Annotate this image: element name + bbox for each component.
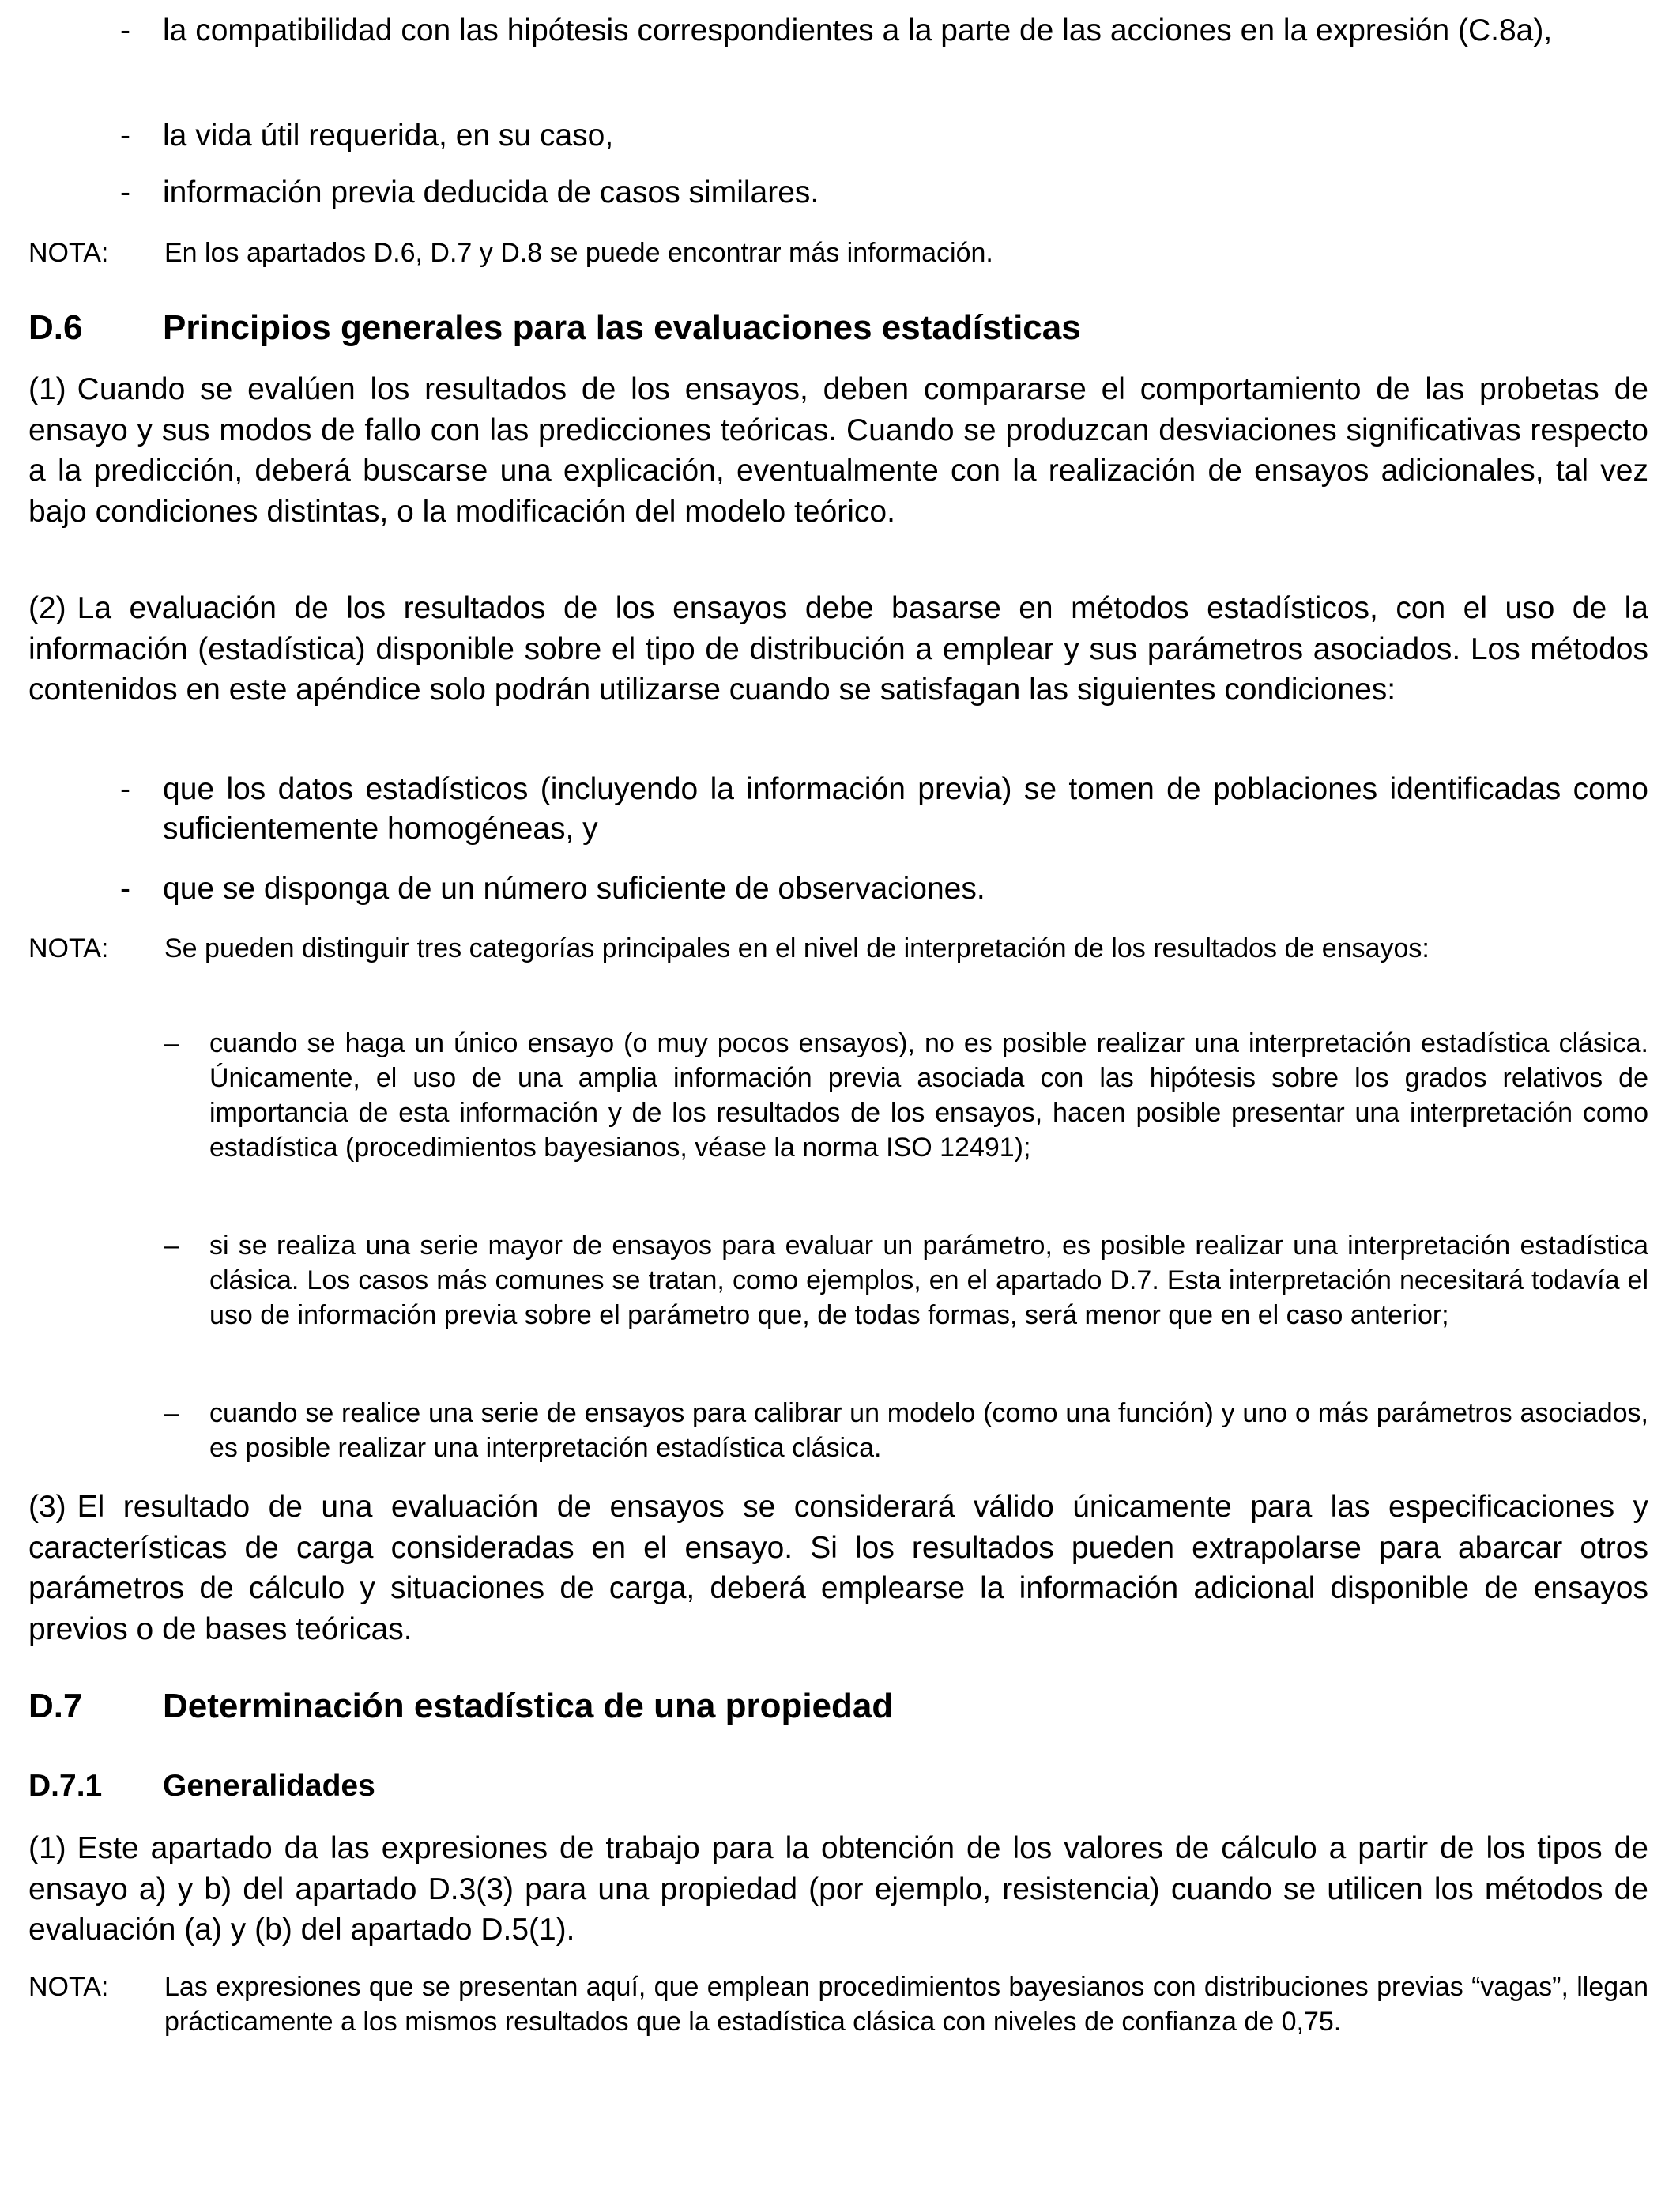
paragraph-text: Cuando se evalúen los resultados de los ensayos, deben compararse el comportamiento de las probetas de ensayo y sus modos de fallo con las predicciones teóricas. Cuando se produzcan desviaciones significativas respecto a la predicción, deberá buscarse una explicación, eventualmente con la realización de ensayos adicionales, tal vez bajo condiciones distintas, o la modificación del modelo teórico. — [28, 372, 1648, 529]
list-dash: – — [164, 1398, 179, 1428]
list-item-text: si se realiza una serie mayor de ensayos para evaluar un parámetro, es posible realizar una interpretación estadística clásica. Los casos más comunes se tratan, como ejemplos, en el apartado D.7. Esta interpretación necesitará todavía el uso de información previa sobre el parámetro que, de todas formas, será menor que en el caso anterior; — [209, 1231, 1648, 1330]
paragraph-d6-2 — [28, 588, 1648, 711]
list-dash: - — [120, 13, 130, 47]
list-dash: - — [120, 119, 130, 153]
section-number: D.7 — [28, 1687, 83, 1725]
list-dash: - — [120, 175, 130, 209]
paragraph-number: (2) — [28, 591, 66, 625]
list-item-text: cuando se haga un único ensayo (o muy pocos ensayos), no es posible realizar una interpretación estadística clásica. Únicamente, el uso de una amplia información previa asociada con las hipótesis sobre los grados relativos de importancia de esta información y de los resultados de los ensayos, hacen posible presentar una interpretación como estadística (procedimientos bayesianos, véase la norma ISO 12491); — [209, 1028, 1648, 1163]
paragraph-d6-1 — [28, 369, 1648, 532]
list-item-text: la vida útil requerida, en su caso, — [163, 119, 614, 153]
list-item-text: información previa deducida de casos similares. — [163, 175, 819, 209]
list-item-text: cuando se realice una serie de ensayos para calibrar un modelo (como una función) y uno o más parámetros asociados, es posible realizar una interpretación estadística clásica. — [209, 1398, 1648, 1463]
list-dash: - — [120, 872, 130, 906]
paragraph-number: (1) — [28, 1831, 66, 1865]
paragraph-number: (1) — [28, 372, 66, 406]
section-title: Principios generales para las evaluaciones estadísticas — [163, 308, 1081, 347]
note-text: Se pueden distinguir tres categorías principales en el nivel de interpretación de los resultados de ensayos: — [164, 933, 1430, 963]
paragraph-text: Este apartado da las expresiones de trabajo para la obtención de los valores de cálculo a partir de los tipos de ensayo a) y b) del apartado D.3(3) para una propiedad (por ejemplo, resistencia) cuando se utilicen los métodos de evaluación (a) y (b) del apartado D.5(1). — [28, 1831, 1648, 1947]
list-dash: - — [120, 772, 130, 806]
list-dash: – — [164, 1231, 179, 1261]
paragraph-text: La evaluación de los resultados de los ensayos debe basarse en métodos estadísticos, con el uso de la información (estadística) disponible sobre el tipo de distribución a emplear y sus parámetros asociados. Los métodos contenidos en este apéndice solo podrán utilizarse cuando se satisfagan las siguientes condiciones: — [28, 591, 1648, 707]
list-item-text: que se disponga de un número suficiente de observaciones. — [163, 872, 985, 906]
list-item-text: que los datos estadísticos (incluyendo la información previa) se tomen de poblaciones identificadas como suficientemente homogéneas, y — [163, 772, 1648, 846]
paragraph-number: (3) — [28, 1490, 66, 1524]
list-dash: – — [164, 1028, 179, 1058]
note-text: Las expresiones que se presentan aquí, que emplean procedimientos bayesianos con distribuciones previas “vagas”, llegan prácticamente a los mismos resultados que la estadística clásica con niveles de confianza de 0,75. — [164, 1972, 1648, 2037]
paragraph-d6-3 — [28, 1487, 1648, 1649]
note-label: NOTA: — [28, 1972, 109, 2002]
note-label: NOTA: — [28, 238, 109, 268]
section-number: D.6 — [28, 308, 83, 347]
section-title: Determinación estadística de una propiedad — [163, 1687, 894, 1725]
paragraph-d7-1 — [28, 1828, 1648, 1951]
list-item-text: la compatibilidad con las hipótesis correspondientes a la parte de las acciones en la expresión (C.8a), — [163, 13, 1553, 47]
subsection-number: D.7.1 — [28, 1769, 103, 1803]
paragraph-text: El resultado de una evaluación de ensayos se considerará válido únicamente para las especificaciones y características de carga consideradas en el ensayo. Si los resultados pueden extrapolarse para abarcar otros parámetros de cálculo y situaciones de carga, deberá emplearse la información adicional disponible de ensayos previos o de bases teóricas. — [28, 1490, 1648, 1646]
note-text: En los apartados D.6, D.7 y D.8 se puede encontrar más información. — [164, 238, 993, 268]
subsection-title: Generalidades — [163, 1769, 375, 1803]
note-label: NOTA: — [28, 933, 109, 963]
